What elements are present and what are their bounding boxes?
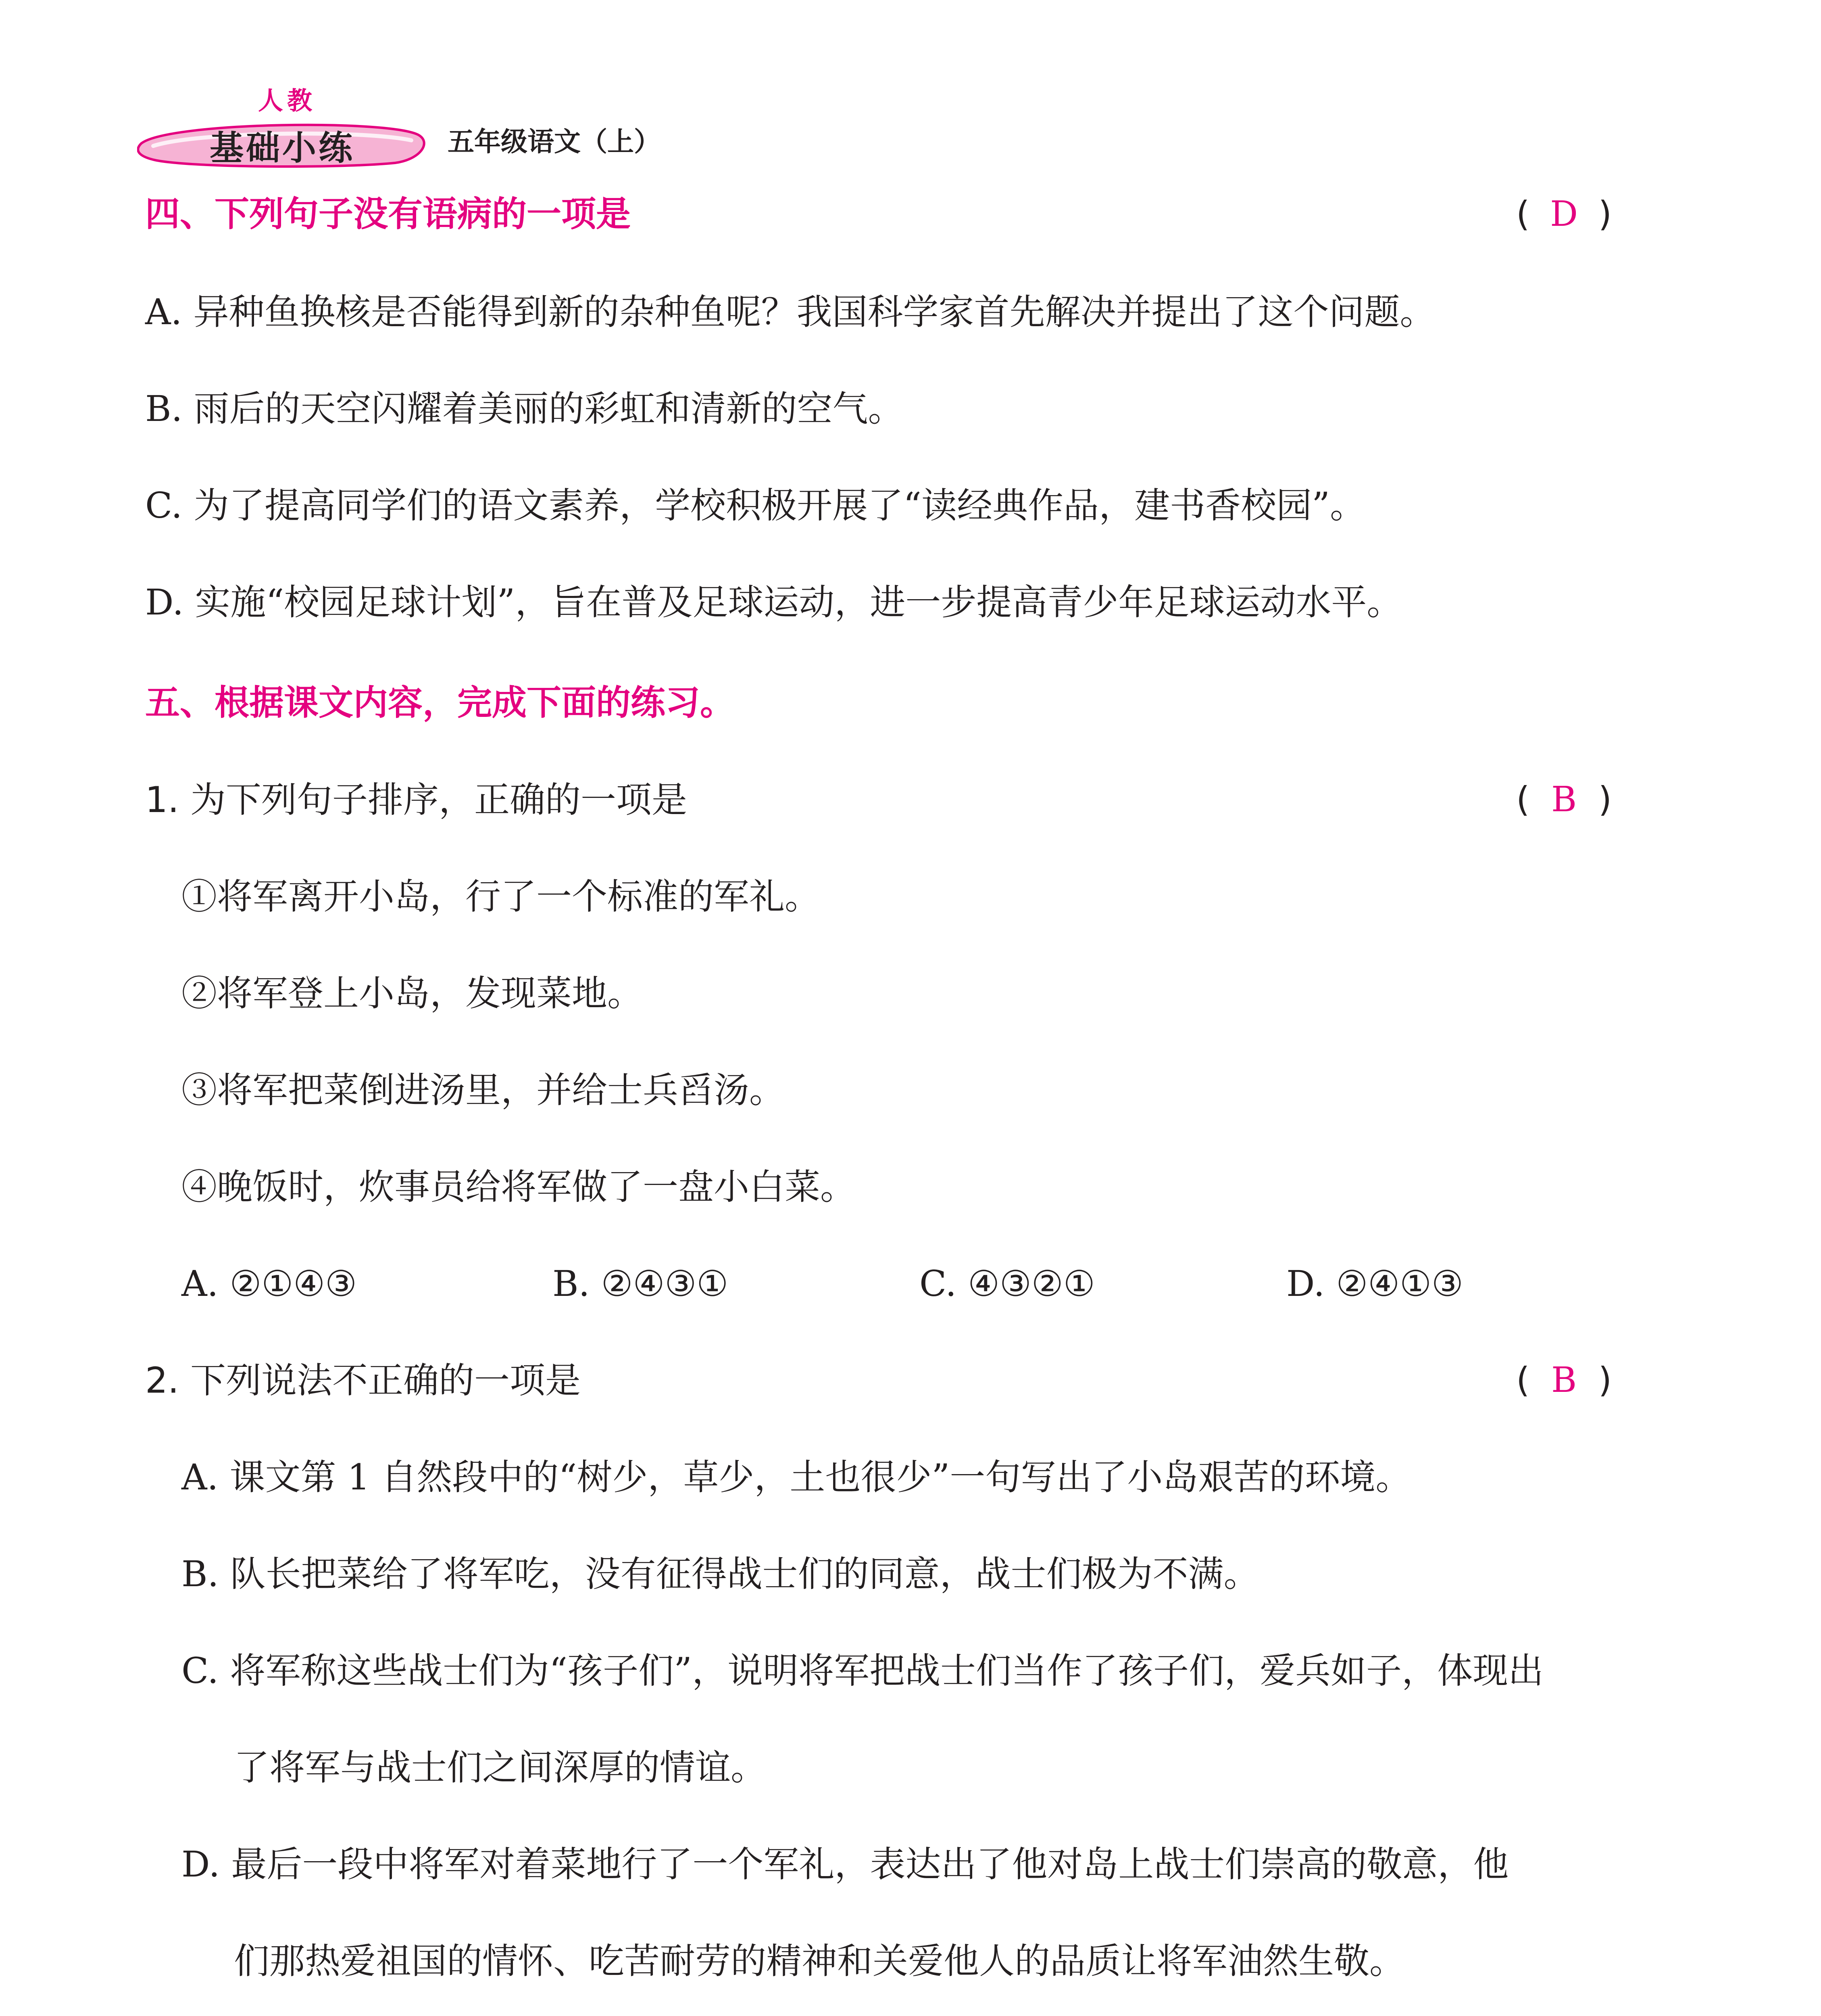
question-1-sentence-1: ①将军离开小岛，行了一个标准的军礼。 <box>181 876 821 917</box>
paren-open: ( <box>1516 779 1530 820</box>
question-1-sentence-2: ②将军登上小岛，发现菜地。 <box>181 973 643 1014</box>
question-1-answer-box <box>1516 779 1612 820</box>
section-4-answer-box <box>1516 194 1612 234</box>
question-2-option-b: B. 队长把菜给了将军吃，没有征得战士们的同意，战士们极为不满。 <box>181 1553 1259 1595</box>
section-5-title: 五、根据课文内容，完成下面的练习。 <box>145 683 735 723</box>
section-4-title: 四、下列句子没有语病的一项是 <box>145 194 631 234</box>
section-4-option-a: A. 异种鱼换核是否能得到新的杂种鱼呢？我国科学家首先解决并提出了这个问题。 <box>145 291 1436 333</box>
question-2-answer: B <box>1551 1360 1577 1400</box>
section-4-option-c: C. 为了提高同学们的语文素养，学校积极开展了“读经典作品，建书香校园”。 <box>145 485 1366 526</box>
brand-logo <box>137 81 444 185</box>
question-1 <box>145 779 687 821</box>
publisher-tag: 人教 <box>258 86 317 115</box>
question-2-stem: 下列说法不正确的一项是 <box>190 1360 581 1401</box>
section-4-answer: D <box>1550 194 1578 234</box>
question-1-choice-a: A. ②①④③ <box>181 1263 357 1304</box>
paren-open: ( <box>1516 194 1530 234</box>
paren-open: ( <box>1516 1360 1530 1400</box>
book-title: 五年级语文（上） <box>448 126 660 157</box>
paren-close: ) <box>1598 1360 1612 1400</box>
brand-name: 基础小练 <box>210 128 355 168</box>
question-1-choice-d: D. ②④①③ <box>1286 1263 1463 1304</box>
question-2-option-c-line-1: C. 将军称这些战士们为“孩子们”，说明将军把战士们当作了孩子们，爱兵如子，体现出 <box>181 1650 1544 1691</box>
section-4-option-b: B. 雨后的天空闪耀着美丽的彩虹和清新的空气。 <box>145 388 904 429</box>
question-1-choice-c: C. ④③②① <box>919 1263 1095 1304</box>
question-1-choice-b: B. ②④③① <box>552 1263 729 1304</box>
question-2-option-d-line-2: 们那热爱祖国的情怀、吃苦耐劳的精神和关爱他人的品质让将军油然生敬。 <box>234 1940 1405 1982</box>
question-2-number: 2. <box>145 1360 179 1401</box>
question-1-sentence-3: ③将军把菜倒进汤里，并给士兵舀汤。 <box>181 1069 785 1111</box>
question-2 <box>145 1360 581 1401</box>
question-2-answer-box <box>1516 1360 1612 1400</box>
question-1-number: 1. <box>145 779 179 821</box>
paren-close: ) <box>1598 194 1612 234</box>
question-2-option-c-line-2: 了将军与战士们之间深厚的情谊。 <box>234 1747 767 1788</box>
question-1-stem: 为下列句子排序，正确的一项是 <box>190 779 687 821</box>
question-1-answer: B <box>1551 779 1577 820</box>
question-2-option-a: A. 课文第 1 自然段中的“树少，草少，土也很少”一句写出了小岛艰苦的环境。 <box>181 1456 1411 1498</box>
paren-close: ) <box>1598 779 1612 820</box>
section-4-option-d: D. 实施“校园足球计划”，旨在普及足球运动，进一步提高青少年足球运动水平。 <box>145 581 1402 623</box>
question-1-sentence-4: ④晚饭时，炊事员给将军做了一盘小白菜。 <box>181 1166 856 1208</box>
question-2-option-d-line-1: D. 最后一段中将军对着菜地行了一个军礼，表达出了他对岛上战士们崇高的敬意，他 <box>181 1843 1509 1885</box>
